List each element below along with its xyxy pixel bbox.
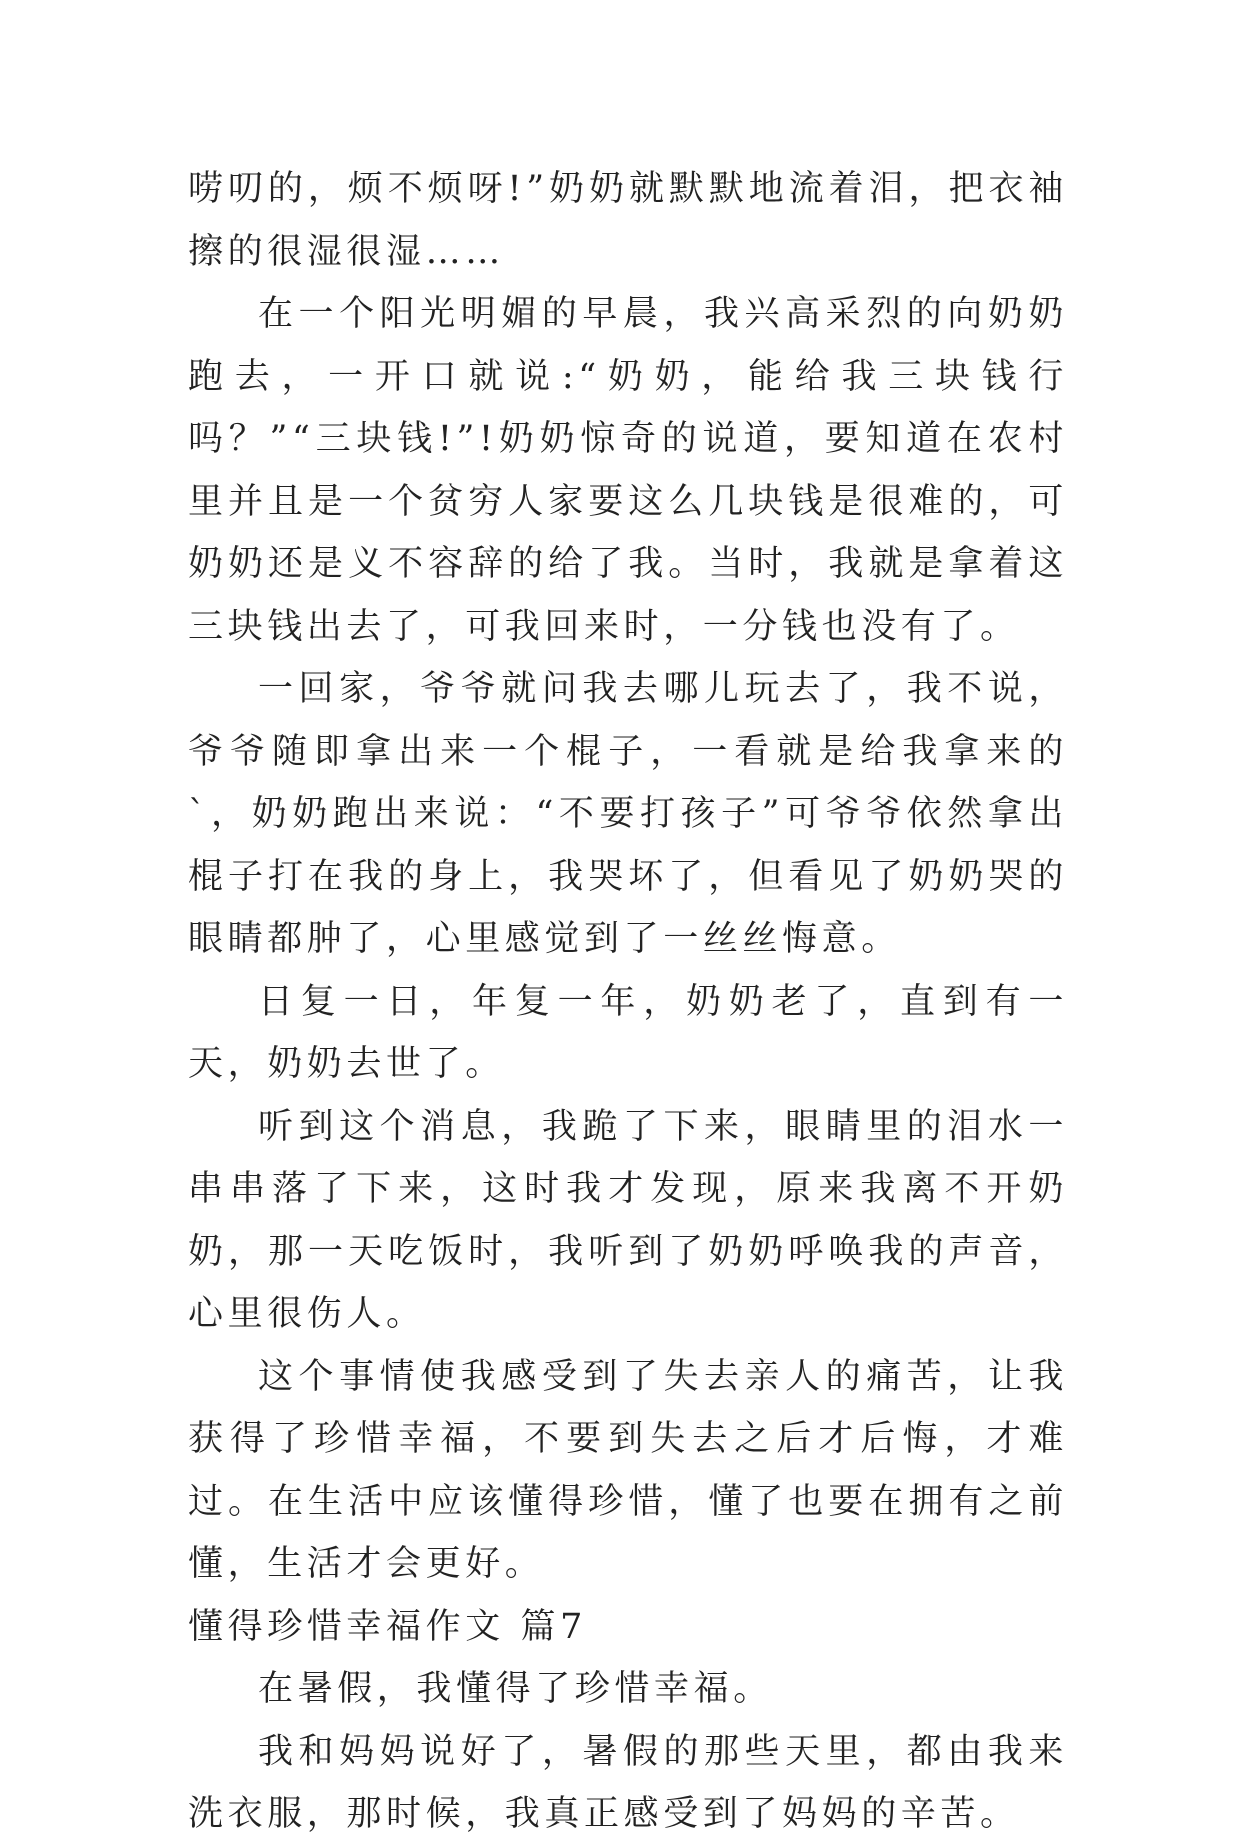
paragraph: 一回家，爷爷就问我去哪儿玩去了，我不说，爷爷随即拿出来一个棍子，一看就是给我拿来的`，奶奶跑出来说：“不要打孩子”可爷爷依然拿出棍子打在我的身上，我哭坏了，但看见了奶奶哭的眼睛都肿了，心里感觉到了一丝丝悔意。 bbox=[188, 669, 1068, 959]
paragraph: 我和妈妈说好了，暑假的那些天里，都由我来洗衣服，那时候，我真正感受到了妈妈的辛苦。 bbox=[188, 1731, 1068, 1834]
paragraph: 唠叨的，烦不烦呀!”奶奶就默默地流着泪，把衣袖擦的很湿很湿…… bbox=[188, 169, 1068, 272]
document-body bbox=[188, 158, 1068, 1846]
section-heading: 懂得珍惜幸福作文 篇7 bbox=[188, 1606, 587, 1647]
paragraph: 这个事情使我感受到了失去亲人的痛苦，让我获得了珍惜幸福，不要到失去之后才后悔，才难过。在生活中应该懂得珍惜，懂了也要在拥有之前懂，生活才会更好。 bbox=[188, 1356, 1068, 1584]
paragraph: 在暑假，我懂得了珍惜幸福。 bbox=[258, 1669, 773, 1709]
paragraph: 日复一日，年复一年，奶奶老了，直到有一天，奶奶去世了。 bbox=[188, 981, 1068, 1084]
paragraph: 在一个阳光明媚的早晨，我兴高采烈的向奶奶跑去，一开口就说:“奶奶，能给我三块钱行吗？”“三块钱!”!奶奶惊奇的说道，要知道在农村里并且是一个贫穷人家要这么几块钱是很难的，可奶奶还是义不容辞的给了我。当时，我就是拿着这三块钱出去了，可我回来时，一分钱也没有了。 bbox=[188, 294, 1068, 647]
paragraph: 听到这个消息，我跪了下来，眼睛里的泪水一串串落了下来，这时我才发现，原来我离不开奶奶，那一天吃饭时，我听到了奶奶呼唤我的声音，心里很伤人。 bbox=[188, 1106, 1068, 1334]
